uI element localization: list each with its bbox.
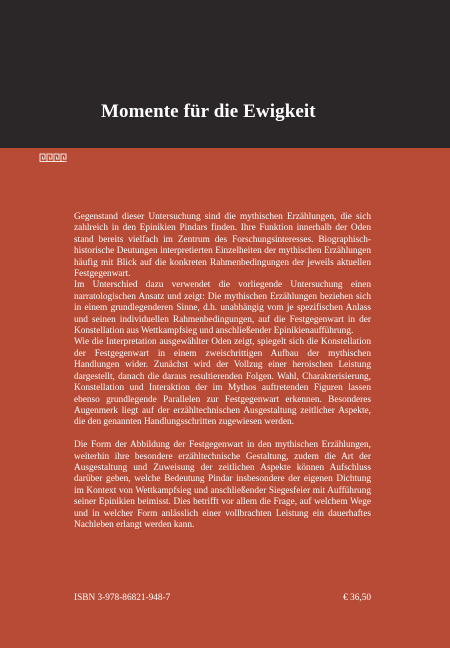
isbn-number: ISBN 3-978-86821-948-7 [74,593,171,603]
blurb-paragraph: Die Form der Abbildung der Festgegenwart in den mythischen Erzählungen, weiterhin ihre besondere erzähltechnische Gestaltung, zudem die Art der Ausgestaltung und Zuweisung der zeitlichen Aspekte können Aufschluss darüber geben, welche Bedeutung Pindar insbesondere der eigenen Dichtung im Kontext von Wettkampfsieg und anschließender Siegesfeier mit Aufführung seiner Epinikien beimisst. Dies betrifft vor allem die Frage, auf welchem Wege und in welcher Form anlässlich einer vollbrachten Leistung ein dauerhaftes Nachleben erlangt werden kann. [74,440,371,530]
greek-meander-ornament-icon [39,152,67,162]
cover-top-band [0,0,450,148]
price-label: € 36,50 [343,593,371,603]
back-cover-blurb [74,212,371,531]
book-title: Momente für die Ewigkeit [101,101,316,122]
blurb-paragraph: Wie die Interpretation ausgewählter Oden zeigt, spiegelt sich die Konstellation der Festgegenwart in einem zweischrittigen Aufbau der mythischen Handlungen wider. Zunächst wird der Vollzug einer heroischen Leistung dargestellt, danach die daraus resultierenden Folgen. Wahl, Charakterisierung, Konstellation und Interaktion der im Mythos auftretenden Figuren lassen ebenso grundlegende Parallelen zur Festgegenwart erkennen. Besonderes Augenmerk liegt auf der erzähltechnischen Ausgestaltung zeitlicher Aspekte, die den genannten Handlungsschritten zugewiesen werden. [74,337,371,428]
blurb-paragraph: Im Unterschied dazu verwendet die vorliegende Untersuchung einen narratologischen Ansatz und zeigt: Die mythischen Erzählungen beziehen sich in einem grundlegenderen Sinne, d.h. unabhängig vom je spezifischen Anlass und seinen individuellen Rahmenbedingungen, auf die Festgegenwart in der Konstellation aus Wettkampfsieg und anschließender Epinikienaufführung. [74,280,371,337]
blurb-paragraph: Gegenstand dieser Untersuchung sind die mythischen Erzählungen, die sich zahlreich in den Epinikien Pindars finden. Ihre Funktion innerhalb der Oden stand bereits vielfach im Zentrum des Forschungsinteresses. Biographisch-historische Deutungen interpretierten Einzelheiten der mythischen Erzählungen häufig mit Blick auf die konkreten Rahmenbedingungen der jeweils aktuellen Festgegenwart. [74,212,371,280]
